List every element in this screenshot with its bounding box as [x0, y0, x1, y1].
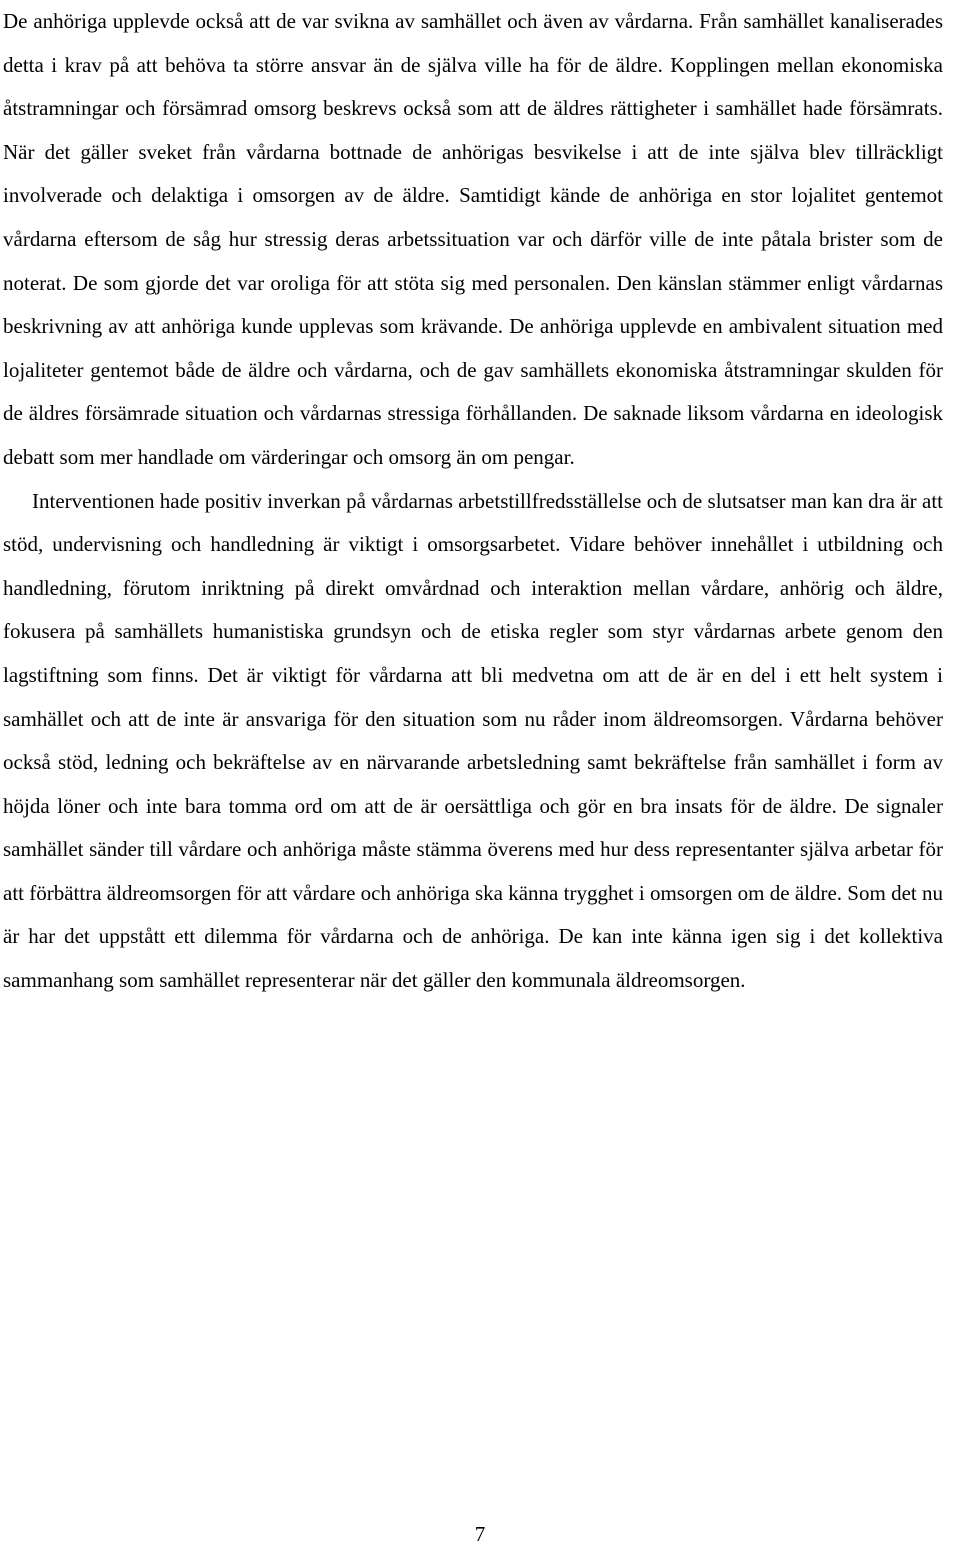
paragraph-relatives-betrayal: De anhöriga upplevde också att de var svikna av samhället och även av vårdarna. Från samhället kanaliserades detta i krav på att behöva ta större ansvar än de själva ville ha för de äldre. Kopplingen mellan ekonomiska åtstramningar och försämrad omsorg beskrevs också som att de äldres rättigheter i samhället hade försämrats. När det gäller sveket från vårdarna bottnade de anhörigas besvikelse i att de inte själva blev tillräckligt involverade och delaktiga i omsorgen av de äldre. Samtidigt kände de anhöriga en stor lojalitet gentemot vårdarna eftersom de såg hur stressig deras arbetssituation var och därför ville de inte påtala brister som de noterat. De som gjorde det var oroliga för att stöta sig med personalen. Den känslan stämmer enligt vårdarnas beskrivning av att anhöriga kunde upplevas som krävande. De anhöriga upplevde en ambivalent situation med lojaliteter gentemot både de äldre och vårdarna, och de gav samhällets ekonomiska åtstramningar skulden för de äldres försämrade situation och vårdarnas stressiga förhållanden. De saknade liksom vårdarna en ideologisk debatt som mer handlade om värderingar och omsorg än om pengar.	[3, 9, 943, 469]
page-number: 7	[474, 1522, 486, 1546]
paragraph-intervention-conclusions: Interventionen hade positiv inverkan på vårdarnas arbetstillfredsställelse och de slutsatser man kan dra är att stöd, undervisning och handledning är viktigt i omsorgsarbetet. Vidare behöver innehållet i utbildning och handledning, förutom inriktning på direkt omvårdnad och interaktion mellan vårdare, anhörig och äldre, fokusera på samhällets humanistiska grundsyn och de etiska regler som styr vårdarnas arbete genom den lagstiftning som finns. Det är viktigt för vårdarna att bli medvetna om att de är en del i ett helt system i samhället och att de inte är ansvariga för den situation som nu råder inom äldreomsorgen. Vårdarna behöver också stöd, ledning och bekräftelse av en närvarande arbetsledning samt bekräftelse från samhället i form av höjda löner och inte bara tomma ord om att de är oersättliga och gör en bra insats för de äldre. De signaler samhället sänder till vårdare och anhöriga måste stämma överens med hur dess representanter själva arbetar för att förbättra äldreomsorgen för att vårdare och anhöriga ska känna trygghet i omsorgen om de äldre. Som det nu är har det uppstått ett dilemma för vårdarna och de anhöriga. De kan inte känna igen sig i det kollektiva sammanhang som samhället representerar när det gäller den kommunala äldreomsorgen.	[3, 488, 943, 993]
body-text	[3, 0, 943, 1003]
